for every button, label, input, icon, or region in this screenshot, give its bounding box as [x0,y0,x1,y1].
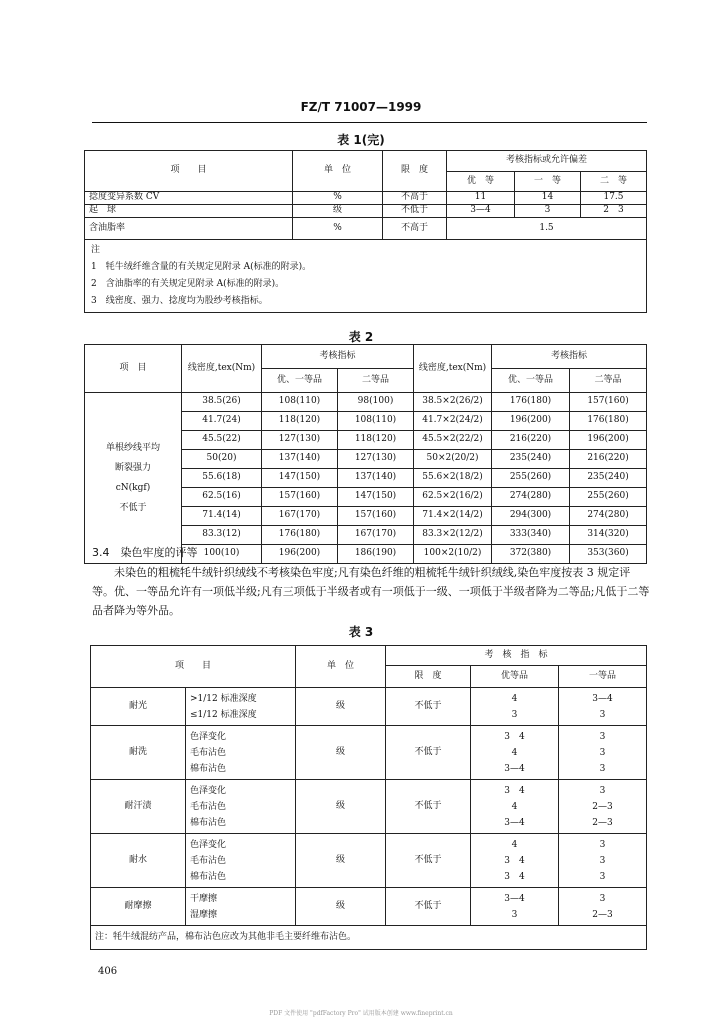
t2-cell: 41.7(24) [182,412,262,431]
t3-header-limit: 限 度 [386,666,471,688]
t3-unit: 级 [296,888,386,926]
t1-item: 起 球 [85,205,293,218]
note-line: 2 含油脂率的有关规定见附录 A(标准的附录)。 [91,279,285,289]
t3-sub-items-line: 湿摩擦 [190,909,218,920]
t3-sub-items-line: >1/12 标准深度 [190,693,257,704]
t3-grade-b-line: 3 [599,763,606,774]
t2-cell: 55.6×2(18/2) [414,469,492,488]
t3-grade-a-line: 3 [511,909,518,920]
row-label-line: cN(kgf) [115,483,151,493]
t3-grade-b-line: 3 [599,839,606,850]
note-line: 1 牦牛绒纤维含量的有关规定见附录 A(标准的附录)。 [91,262,312,272]
t3-grade-a [471,688,559,726]
t3-group-name: 耐洗 [91,726,186,780]
t2-cell: 196(200) [262,545,338,564]
t1-value-merged: 1.5 [447,218,647,240]
t2-cell: 235(240) [492,450,570,469]
t2-header-item: 项 目 [85,345,182,393]
table-row [85,393,647,412]
t1-value: 11 [447,192,515,205]
t2-cell: 216(220) [492,431,570,450]
t1-header-unit: 单 位 [293,151,383,192]
t2-cell: 176(180) [570,412,647,431]
t3-grade-b-line: 2—3 [592,817,613,828]
t2-cell: 333(340) [492,526,570,545]
t2-cell: 71.4×2(14/2) [414,507,492,526]
t3-grade-a-line: 3 4 [504,731,525,742]
t3-sub-items-line: 干摩擦 [190,893,218,904]
t2-cell: 157(160) [570,393,647,412]
t2-header-grade: 优、一等品 [492,369,570,393]
t2-cell: 127(130) [262,431,338,450]
t3-unit: 级 [296,780,386,834]
t1-notes-row [85,240,647,313]
table-row [91,888,647,926]
t1-header-grade: 二 等 [581,172,647,192]
footer-watermark: PDF 文件使用 "pdfFactory Pro" 试用版本创建 www.fineprint.cn [269,1010,453,1017]
t2-cell: 100×2(10/2) [414,545,492,564]
t1-value: 3 [515,205,581,218]
t2-header-grade: 二等品 [338,369,414,393]
t3-grade-a-line: 3 4 [504,785,525,796]
t3-grade-a-line: 3—4 [504,893,525,904]
t3-sub-items [186,834,296,888]
t1-item: 捻度变异系数 CV [85,192,293,205]
t2-cell: 118(120) [262,412,338,431]
table-row [85,205,647,218]
t1-item: 含油脂率 [85,218,293,240]
t2-cell: 167(170) [338,526,414,545]
t2-cell: 38.5×2(26/2) [414,393,492,412]
t3-header-unit: 单 位 [296,646,386,688]
t2-header-group: 考核指标 [492,345,647,369]
table-row [85,192,647,205]
t2-cell: 274(280) [570,507,647,526]
t2-cell: 98(100) [338,393,414,412]
t2-cell: 62.5(16) [182,488,262,507]
t3-header-group: 考 核 指 标 [386,646,647,666]
t1-value: 3—4 [447,205,515,218]
table-row [91,726,647,780]
t3-sub-items-line: 毛布沾色 [190,801,227,812]
t2-cell: 55.6(18) [182,469,262,488]
t2-cell: 83.3×2(12/2) [414,526,492,545]
t3-grade-b [559,688,647,726]
t3-note: 注：牦牛绒混纺产品，棉布沾色应改为其他非毛主要纤维布沾色。 [91,926,647,950]
t3-sub-items-line: 棉布沾色 [190,871,227,882]
t3-grade-b [559,780,647,834]
t1-unit: 级 [293,205,383,218]
t3-grade-a-line: 3 4 [504,855,525,866]
t3-grade-a-line: 4 [511,801,518,812]
t3-unit: 级 [296,688,386,726]
t3-grade-a [471,834,559,888]
t2-cell: 196(200) [570,431,647,450]
t2-cell: 38.5(26) [182,393,262,412]
t2-cell: 294(300) [492,507,570,526]
t3-grade-a [471,726,559,780]
t3-grade-a-line: 3 [511,709,518,720]
t2-cell: 186(190) [338,545,414,564]
table1 [84,150,647,313]
t1-limit: 不低于 [383,205,447,218]
note-line: 注 [91,245,101,255]
t1-notes [85,240,647,313]
t2-cell: 108(110) [338,412,414,431]
t2-cell: 62.5×2(16/2) [414,488,492,507]
t2-cell: 100(10) [182,545,262,564]
t2-header-grade: 优、一等品 [262,369,338,393]
t2-header-grade: 二等品 [570,369,647,393]
t2-cell: 108(110) [262,393,338,412]
t3-grade-b [559,726,647,780]
t3-sub-items-line: ≤1/12 标准深度 [190,709,257,720]
t3-sub-items [186,888,296,926]
note-line: 3 线密度、强力、捻度均为股纱考核指标。 [91,296,268,306]
t3-limit: 不低于 [386,780,471,834]
t3-grade-a [471,888,559,926]
row-label-line: 断裂强力 [114,463,151,473]
t1-header-group: 考核指标或允许偏差 [447,151,647,172]
t3-grade-a-line: 3—4 [504,817,525,828]
t2-cell: 314(320) [570,526,647,545]
t1-header-item: 项 目 [85,151,293,192]
t3-sub-items-line: 色泽变化 [190,839,227,850]
t2-cell: 127(130) [338,450,414,469]
t3-sub-items-line: 棉布沾色 [190,763,227,774]
t3-unit: 级 [296,726,386,780]
t2-cell: 50(20) [182,450,262,469]
t3-header-grade: 优等品 [471,666,559,688]
t3-sub-items [186,726,296,780]
t3-sub-items-line: 色泽变化 [190,785,227,796]
t3-limit: 不低于 [386,688,471,726]
t3-sub-items-line: 毛布沾色 [190,747,227,758]
t2-cell: 176(180) [492,393,570,412]
table3 [90,645,647,950]
t1-limit: 不高于 [383,192,447,205]
t2-cell: 353(360) [570,545,647,564]
t3-grade-a-line: 4 [511,839,518,850]
t1-value: 2 3 [581,205,647,218]
t3-group-name: 耐汗渍 [91,780,186,834]
t3-limit: 不低于 [386,888,471,926]
t2-cell: 196(200) [492,412,570,431]
t3-unit: 级 [296,834,386,888]
t2-cell: 255(260) [570,488,647,507]
t2-row-label [85,393,182,564]
t3-grade-b-line: 3 [599,855,606,866]
t2-cell: 147(150) [338,488,414,507]
t3-header-item: 项 目 [91,646,296,688]
t3-grade-a-line: 3 4 [504,871,525,882]
t3-header-grade: 一等品 [559,666,647,688]
t1-unit: % [293,192,383,205]
t3-grade-a [471,780,559,834]
t3-grade-b-line: 2—3 [592,801,613,812]
t2-cell: 157(160) [262,488,338,507]
t3-limit: 不低于 [386,834,471,888]
t2-cell: 157(160) [338,507,414,526]
t3-grade-b-line: 3 [599,785,606,796]
t3-grade-a-line: 4 [511,747,518,758]
t2-header-density: 线密度,tex(Nm) [414,345,492,393]
t2-header-group: 考核指标 [262,345,414,369]
t3-group-name: 耐水 [91,834,186,888]
table1-caption: 表 1(完) [337,133,385,147]
t3-limit: 不低于 [386,726,471,780]
t1-header-grade: 一 等 [515,172,581,192]
t3-grade-a-line: 3—4 [504,763,525,774]
header-rule [92,122,647,123]
t2-cell: 137(140) [338,469,414,488]
t3-grade-b-line: 2—3 [592,909,613,920]
t2-cell: 83.3(12) [182,526,262,545]
t3-grade-b-line: 3 [599,731,606,742]
t3-grade-b [559,834,647,888]
t2-cell: 41.7×2(24/2) [414,412,492,431]
t2-cell: 137(140) [262,450,338,469]
t3-sub-items-line: 色泽变化 [190,731,227,742]
table3-caption: 表 3 [348,625,374,639]
table2-caption: 表 2 [348,330,374,344]
page-number: 406 [98,966,118,977]
t3-group-name: 耐摩擦 [91,888,186,926]
t2-cell: 50×2(20/2) [414,450,492,469]
table-row [91,688,647,726]
t2-cell: 45.5(22) [182,431,262,450]
t3-grade-b-line: 3 [599,893,606,904]
t3-sub-items [186,780,296,834]
t2-cell: 274(280) [492,488,570,507]
t1-value: 14 [515,192,581,205]
row-label-line: 单根纱线平均 [105,443,160,453]
t1-limit: 不高于 [383,218,447,240]
t2-cell: 147(150) [262,469,338,488]
table-row [91,780,647,834]
t2-cell: 216(220) [570,450,647,469]
t3-grade-b [559,888,647,926]
t2-cell: 235(240) [570,469,647,488]
t2-cell: 255(260) [492,469,570,488]
t2-cell: 45.5×2(22/2) [414,431,492,450]
t2-cell: 176(180) [262,526,338,545]
section-paragraph: 未染色的粗梳牦牛绒针织绒线不考核染色牢度;凡有染色纤维的粗梳牦牛绒针织绒线,染色牢度按表 3 规定评等。优、一等品允许有一项低半级;凡有三项低于半级者或有一项低于一级、一项低于半级者降为二等品;凡低于二等品者降为等外品。 [92,566,650,617]
t3-group-name: 耐光 [91,688,186,726]
t2-cell: 118(120) [338,431,414,450]
t3-sub-items [186,688,296,726]
t2-cell: 372(380) [492,545,570,564]
t1-unit: % [293,218,383,240]
t1-header-limit: 限 度 [383,151,447,192]
t3-grade-b-line: 3 [599,871,606,882]
t2-cell: 167(170) [262,507,338,526]
t3-grade-b-line: 3 [599,747,606,758]
t3-grade-a-line: 4 [511,693,518,704]
t3-sub-items-line: 毛布沾色 [190,855,227,866]
t2-header-density: 线密度,tex(Nm) [182,345,262,393]
table-row [85,218,647,240]
section-heading: 3.4 染色牢度的评等 [92,546,198,559]
table2 [84,344,647,564]
row-label-line: 不低于 [119,503,147,513]
standard-header: FZ/T 71007—1999 [300,100,422,114]
t1-value: 17.5 [581,192,647,205]
t2-cell: 71.4(14) [182,507,262,526]
t3-grade-b-line: 3 [599,709,606,720]
table-row [91,834,647,888]
t3-grade-b-line: 3—4 [592,693,613,704]
t1-header-grade: 优 等 [447,172,515,192]
t3-sub-items-line: 棉布沾色 [190,817,227,828]
